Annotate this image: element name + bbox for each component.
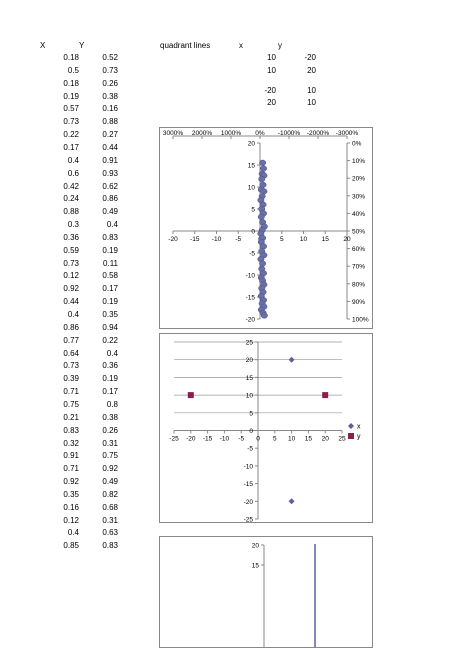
cell-x[interactable]: 0.24 bbox=[63, 194, 79, 204]
header-y[interactable]: Y bbox=[79, 41, 85, 50]
quad-cell-y[interactable]: 10 bbox=[307, 98, 316, 107]
y-tick-label: -5 bbox=[249, 250, 255, 258]
x-tick-label: -5 bbox=[238, 435, 245, 443]
series-y-point bbox=[322, 392, 328, 398]
cell-y[interactable]: 0.36 bbox=[102, 361, 118, 371]
x-tick-label: 5 bbox=[279, 236, 284, 243]
y-tick-label: -20 bbox=[245, 316, 255, 324]
cell-x[interactable]: 0.86 bbox=[63, 322, 79, 332]
cell-y[interactable]: 0.88 bbox=[102, 117, 118, 127]
cell-y[interactable]: 0.4 bbox=[106, 220, 118, 230]
cell-y[interactable]: 0.19 bbox=[102, 374, 118, 384]
cell-x[interactable]: 0.16 bbox=[63, 502, 79, 512]
y-tick-label: -5 bbox=[247, 445, 253, 453]
right-tick-label: 20% bbox=[352, 175, 366, 183]
top-tick-label: -3000% bbox=[335, 130, 359, 137]
right-tick-label: 90% bbox=[352, 298, 366, 306]
cell-y[interactable]: 0.93 bbox=[102, 168, 118, 178]
y-tick-label: 20 bbox=[247, 140, 255, 148]
cell-y[interactable]: 0.19 bbox=[102, 245, 118, 255]
cell-y[interactable]: 0.44 bbox=[102, 142, 118, 152]
cell-x[interactable]: 0.57 bbox=[63, 104, 79, 114]
chart-3-partial[interactable] bbox=[159, 536, 373, 648]
y-tick-label: 10 bbox=[245, 392, 253, 400]
right-tick-label: 80% bbox=[352, 281, 366, 289]
cell-y[interactable]: 0.92 bbox=[102, 464, 118, 474]
data-point bbox=[259, 176, 265, 182]
x-tick-label: 0 bbox=[256, 435, 260, 443]
x-tick-label: -15 bbox=[190, 236, 200, 243]
cell-x[interactable]: 0.85 bbox=[63, 541, 79, 551]
right-tick-label: 60% bbox=[352, 246, 366, 254]
cell-y[interactable]: 0.26 bbox=[102, 425, 118, 435]
top-tick-label: 2000% bbox=[191, 130, 213, 137]
legend-label: x bbox=[357, 423, 361, 431]
series-x-point bbox=[289, 357, 295, 363]
cell-y[interactable]: 0.68 bbox=[102, 502, 118, 512]
cell-x[interactable]: 0.5 bbox=[67, 65, 79, 75]
data-point bbox=[261, 313, 267, 319]
cell-y[interactable]: 0.31 bbox=[102, 515, 118, 525]
cell-x[interactable]: 0.77 bbox=[63, 335, 79, 345]
data-point bbox=[260, 166, 266, 172]
x-tick-label: 15 bbox=[321, 236, 329, 243]
cell-x[interactable]: 0.4 bbox=[67, 528, 79, 538]
y-tick-label: -10 bbox=[243, 463, 253, 471]
cell-y[interactable]: 0.63 bbox=[102, 528, 118, 538]
cell-y[interactable]: 0.16 bbox=[102, 104, 118, 114]
cell-x[interactable]: 0.35 bbox=[63, 489, 79, 499]
cell-x[interactable]: 0.39 bbox=[63, 374, 79, 384]
cell-y[interactable]: 0.19 bbox=[102, 297, 118, 307]
cell-y[interactable]: 0.62 bbox=[102, 181, 118, 191]
quad-cell-y[interactable]: -20 bbox=[304, 53, 316, 62]
cell-y[interactable]: 0.17 bbox=[102, 284, 118, 294]
cell-x[interactable]: 0.21 bbox=[63, 412, 79, 422]
cell-x[interactable]: 0.17 bbox=[63, 142, 79, 152]
y-tick-label: -25 bbox=[243, 516, 253, 522]
cell-y[interactable]: 0.73 bbox=[102, 65, 118, 75]
cell-y[interactable]: 0.83 bbox=[102, 232, 118, 242]
x-tick-label: 5 bbox=[272, 435, 277, 443]
legend-marker-x bbox=[348, 423, 354, 429]
cell-y[interactable]: 0.83 bbox=[102, 541, 118, 551]
x-tick-label: -20 bbox=[186, 435, 196, 443]
cell-y[interactable]: 0.26 bbox=[102, 78, 118, 88]
header-x[interactable]: X bbox=[40, 41, 46, 50]
right-tick-label: 30% bbox=[352, 193, 366, 201]
quad-cell-y[interactable]: 20 bbox=[307, 66, 316, 75]
cell-y[interactable]: 0.38 bbox=[102, 91, 118, 101]
cell-x[interactable]: 0.42 bbox=[63, 181, 79, 191]
x-tick-label: 10 bbox=[287, 435, 296, 443]
quad-cell-y[interactable]: 10 bbox=[307, 86, 316, 95]
top-tick-label: -2000% bbox=[306, 130, 330, 137]
cell-y[interactable]: 0.38 bbox=[102, 412, 118, 422]
cell-y[interactable]: 0.82 bbox=[102, 489, 118, 499]
cell-x[interactable]: 0.75 bbox=[63, 399, 79, 409]
x-tick-label: 25 bbox=[338, 435, 346, 443]
header-quadrant-lines[interactable]: quadrant lines bbox=[160, 41, 211, 50]
chart-2-quadrant[interactable] bbox=[159, 333, 373, 523]
cell-y[interactable]: 0.49 bbox=[102, 477, 118, 487]
top-tick-label: 3000% bbox=[162, 130, 184, 137]
data-point bbox=[259, 261, 265, 267]
series-y-point bbox=[188, 392, 194, 398]
cell-y[interactable]: 0.27 bbox=[102, 130, 118, 140]
cell-x[interactable]: 0.18 bbox=[63, 78, 79, 88]
right-tick-label: 0% bbox=[352, 140, 362, 148]
cell-y[interactable]: 0.17 bbox=[102, 387, 118, 397]
cell-x[interactable]: 0.73 bbox=[63, 117, 79, 127]
cell-x[interactable]: 0.83 bbox=[63, 425, 79, 435]
y-tick-label: 0 bbox=[249, 428, 253, 435]
y-tick-label: -15 bbox=[245, 294, 255, 302]
y-tick-label: -10 bbox=[245, 272, 255, 280]
right-tick-label: 100% bbox=[352, 316, 369, 324]
cell-x[interactable]: 0.4 bbox=[67, 310, 79, 319]
top-tick-label: -1000% bbox=[277, 130, 301, 137]
data-point bbox=[259, 160, 265, 166]
y-tick-label: 5 bbox=[249, 410, 253, 418]
cell-x[interactable]: 0.91 bbox=[63, 451, 79, 461]
y-tick-label: 20 bbox=[251, 542, 259, 550]
data-point bbox=[258, 214, 264, 220]
y-tick-label: -15 bbox=[243, 481, 253, 489]
x-tick-label: -10 bbox=[211, 236, 222, 243]
x-tick-label: -20 bbox=[168, 236, 178, 243]
y-tick-label: 15 bbox=[245, 374, 253, 382]
legend-marker-y bbox=[348, 433, 354, 439]
y-tick-label: 5 bbox=[251, 206, 255, 214]
cell-y[interactable]: 0.22 bbox=[102, 335, 118, 345]
y-tick-label: 10 bbox=[247, 184, 255, 192]
chart-3-svg bbox=[160, 537, 372, 647]
cell-x[interactable]: 0.73 bbox=[63, 361, 79, 371]
cell-x[interactable]: 0.73 bbox=[63, 258, 79, 268]
cell-x[interactable]: 0.12 bbox=[63, 271, 79, 281]
cell-x[interactable]: 0.44 bbox=[63, 297, 79, 307]
cell-y[interactable]: 0.31 bbox=[102, 438, 118, 448]
chart-1-svg bbox=[160, 128, 372, 328]
cell-y[interactable]: 0.94 bbox=[102, 322, 118, 332]
chart-1-scatter[interactable] bbox=[159, 127, 373, 329]
cell-x[interactable]: 0.92 bbox=[63, 284, 79, 294]
header-qx[interactable]: x bbox=[239, 41, 243, 50]
series-x-point bbox=[289, 498, 295, 504]
cell-x[interactable]: 0.64 bbox=[63, 348, 79, 358]
right-tick-label: 40% bbox=[352, 210, 366, 218]
cell-y[interactable]: 0.49 bbox=[102, 207, 118, 217]
cell-x[interactable]: 0.36 bbox=[63, 232, 79, 242]
cell-x[interactable]: 0.19 bbox=[63, 91, 79, 101]
y-tick-label: 15 bbox=[251, 562, 259, 570]
x-tick-label: -5 bbox=[235, 236, 242, 243]
cell-x[interactable]: 0.71 bbox=[63, 387, 79, 397]
x-tick-label: 20 bbox=[343, 236, 351, 243]
cell-x[interactable]: 0.88 bbox=[63, 207, 79, 217]
y-tick-label: 25 bbox=[245, 339, 253, 347]
x-tick-label: 10 bbox=[299, 236, 308, 243]
cell-y[interactable]: 0.4 bbox=[106, 348, 118, 358]
cell-y[interactable]: 0.35 bbox=[102, 310, 118, 319]
cell-x[interactable]: 0.3 bbox=[67, 220, 79, 230]
cell-x[interactable]: 0.4 bbox=[67, 155, 79, 165]
cell-y[interactable]: 0.75 bbox=[102, 451, 118, 461]
quad-cell-x[interactable]: 10 bbox=[267, 53, 276, 62]
x-tick-label: -10 bbox=[219, 435, 230, 443]
cell-y[interactable]: 0.8 bbox=[106, 399, 118, 409]
cell-x[interactable]: 0.59 bbox=[63, 245, 79, 255]
y-tick-label: 0 bbox=[251, 228, 255, 236]
legend-label: y bbox=[357, 433, 361, 441]
quad-cell-x[interactable]: 10 bbox=[267, 66, 276, 75]
header-qy[interactable]: y bbox=[278, 41, 282, 50]
cell-y[interactable]: 0.58 bbox=[102, 271, 118, 281]
right-tick-label: 10% bbox=[352, 158, 366, 166]
chart-2-svg bbox=[160, 334, 372, 522]
right-tick-label: 70% bbox=[352, 263, 366, 271]
cell-x[interactable]: 0.18 bbox=[63, 53, 79, 62]
cell-y[interactable]: 0.52 bbox=[102, 53, 118, 62]
y-tick-label: 20 bbox=[245, 357, 253, 365]
cell-x[interactable]: 0.32 bbox=[63, 438, 79, 448]
x-tick-label: -25 bbox=[169, 435, 179, 443]
top-tick-label: 0% bbox=[255, 130, 265, 137]
cell-x[interactable]: 0.6 bbox=[67, 168, 79, 178]
cell-x[interactable]: 0.71 bbox=[63, 464, 79, 474]
cell-x[interactable]: 0.22 bbox=[63, 130, 79, 140]
cell-x[interactable]: 0.92 bbox=[63, 477, 79, 487]
right-tick-label: 50% bbox=[352, 228, 366, 236]
cell-x[interactable]: 0.12 bbox=[63, 515, 79, 525]
cell-y[interactable]: 0.11 bbox=[103, 258, 118, 268]
quad-cell-x[interactable]: 20 bbox=[267, 98, 276, 107]
quad-cell-x[interactable]: -20 bbox=[264, 86, 276, 95]
y-tick-label: 15 bbox=[247, 162, 255, 170]
cell-y[interactable]: 0.91 bbox=[102, 155, 118, 165]
cell-y[interactable]: 0.86 bbox=[102, 194, 118, 204]
x-tick-label: 20 bbox=[321, 435, 329, 443]
y-tick-label: -20 bbox=[243, 498, 253, 506]
top-tick-label: 1000% bbox=[220, 130, 242, 137]
x-tick-label: 15 bbox=[304, 435, 313, 443]
x-tick-label: -15 bbox=[202, 435, 213, 443]
